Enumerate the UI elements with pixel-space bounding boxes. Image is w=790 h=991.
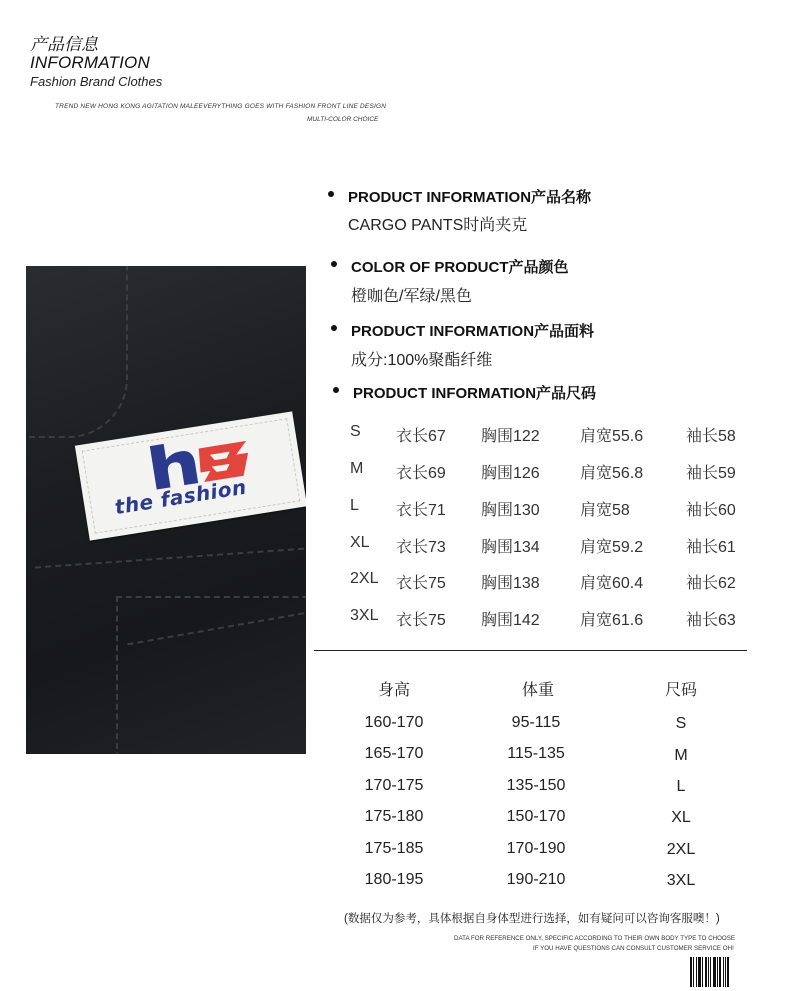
header-height: 身高: [377, 682, 410, 699]
size-cell: L: [676, 778, 686, 795]
size-cell: 3XL: [666, 872, 696, 889]
sleeve-cell: 袖长60: [686, 502, 736, 519]
sleeve-cell: 袖长63: [686, 612, 736, 629]
header-size: 尺码: [664, 682, 697, 699]
length-cell: 衣长71: [396, 502, 446, 519]
sleeve-cell: 袖长62: [686, 575, 736, 592]
disclaimer-line-2: IF YOU HAVE QUESTIONS CAN CONSULT CUSTOMER SERVICE OH!: [533, 945, 734, 952]
height-cell: 170-175: [364, 777, 424, 794]
divider: [314, 650, 747, 651]
page-subtitle: Fashion Brand Clothes: [30, 74, 163, 89]
reference-note: (数据仅为参考，具体根据自身体型进行选择，如有疑问可以咨询客服噢！): [344, 913, 720, 925]
weight-cell: 170-190: [506, 840, 566, 857]
section-title: PRODUCT INFORMATION产品名称: [348, 189, 592, 206]
length-cell: 衣长67: [396, 428, 446, 445]
length-cell: 衣长75: [396, 612, 446, 629]
chest-cell: 胸围122: [481, 428, 540, 445]
product-photo: [26, 266, 306, 754]
chest-cell: 胸围126: [481, 465, 540, 482]
sleeve-cell: 袖长58: [686, 428, 736, 445]
brand-label-text: the fashion: [113, 474, 249, 520]
height-cell: 180-195: [364, 871, 424, 888]
sleeve-cell: 袖长61: [686, 539, 736, 556]
section-value: 成分:100%聚酯纤维: [351, 352, 493, 369]
chest-cell: 胸围134: [481, 539, 540, 556]
barcode-icon: [690, 957, 735, 987]
shoulder-cell: 肩宽55.6: [580, 428, 644, 445]
page-title-cn: 产品信息: [30, 35, 98, 54]
tagline-multicolor: MULTI-COLOR CHOICE: [307, 116, 379, 123]
section-title: PRODUCT INFORMATION产品面料: [351, 323, 595, 340]
weight-cell: 190-210: [506, 871, 566, 888]
length-cell: 衣长73: [396, 539, 446, 556]
height-cell: 160-170: [364, 714, 424, 731]
length-cell: 衣长69: [396, 465, 446, 482]
section-value: 橙咖色/军绿/黑色: [351, 288, 472, 305]
shoulder-cell: 肩宽56.8: [580, 465, 644, 482]
section-title: PRODUCT INFORMATION产品尺码: [353, 385, 597, 402]
page-title-en: INFORMATION: [30, 53, 150, 72]
length-cell: 衣长75: [396, 575, 446, 592]
chest-cell: 胸围138: [481, 575, 540, 592]
sleeve-cell: 袖长59: [686, 465, 736, 482]
weight-cell: 115-135: [507, 745, 565, 762]
tagline: TREND NEW HONG KONG AGITATION MALEEVERYTHING GOES WITH FASHION FRONT LINE DESIGN: [55, 103, 387, 110]
size-cell: S: [675, 715, 687, 732]
bullet-icon: [328, 191, 334, 197]
section-value: CARGO PANTS时尚夹克: [348, 217, 528, 234]
bullet-icon: [333, 387, 339, 393]
shoulder-cell: 肩宽58: [580, 502, 630, 519]
bullet-icon: [331, 261, 337, 267]
size-cell: 3XL: [350, 607, 379, 624]
size-cell: 2XL: [350, 570, 379, 587]
height-cell: 165-170: [364, 745, 424, 762]
height-cell: 175-180: [364, 808, 424, 825]
size-cell: 2XL: [666, 841, 696, 858]
weight-cell: 95-115: [511, 714, 561, 731]
size-cell: M: [350, 460, 364, 477]
height-cell: 175-185: [364, 840, 424, 857]
bullet-icon: [331, 325, 337, 331]
size-cell: L: [350, 497, 359, 514]
section-title: COLOR OF PRODUCT产品颜色: [351, 259, 569, 276]
header-weight: 体重: [521, 682, 554, 699]
chest-cell: 胸围130: [481, 502, 540, 519]
disclaimer-line-1: DATA FOR REFERENCE ONLY, SPECIFIC ACCORDING TO THEIR OWN BODY TYPE TO CHOOSE: [454, 935, 736, 942]
size-cell: XL: [671, 809, 691, 826]
size-cell: M: [674, 747, 688, 764]
weight-cell: 150-170: [506, 808, 566, 825]
brand-label-tag: [75, 411, 306, 540]
size-cell: XL: [350, 534, 370, 551]
shoulder-cell: 肩宽60.4: [580, 575, 644, 592]
shoulder-cell: 肩宽61.6: [580, 612, 644, 629]
weight-cell: 135-150: [506, 777, 566, 794]
size-cell: S: [350, 423, 361, 440]
shoulder-cell: 肩宽59.2: [580, 539, 644, 556]
chest-cell: 胸围142: [481, 612, 540, 629]
